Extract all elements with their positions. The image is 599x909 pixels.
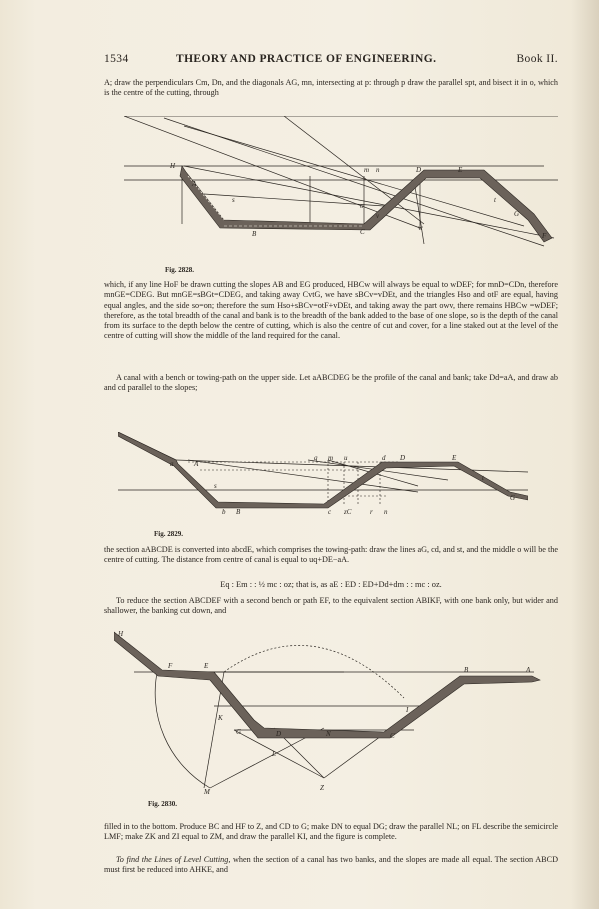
figure-2829-caption: Fig. 2829. [154, 530, 183, 538]
svg-text:L: L [272, 750, 276, 758]
running-title: THEORY AND PRACTICE OF ENGINEERING. [176, 53, 437, 65]
figure-2830-caption: Fig. 2830. [148, 800, 177, 808]
svg-text:A: A [194, 460, 199, 468]
svg-text:b: b [222, 508, 226, 516]
svg-text:K: K [218, 714, 223, 722]
figure-2828 [124, 116, 558, 266]
svg-text:a: a [170, 460, 174, 468]
svg-text:G: G [510, 494, 516, 502]
svg-text:G: G [514, 210, 520, 218]
svg-text:zC: zC [344, 508, 352, 516]
svg-text:H: H [118, 630, 124, 638]
svg-text:H: H [170, 162, 176, 170]
svg-text:o: o [360, 202, 364, 210]
svg-text:m: m [328, 454, 334, 462]
svg-text:B: B [252, 230, 257, 238]
svg-text:E: E [452, 454, 457, 462]
paragraph-3: A canal with a bench or towing-path on the upper side. Let aABCDEG be the profile of the canal and bank; take Dd=aA, and draw ab and cd parallel to the slopes; [104, 373, 558, 393]
book-label: Book II. [516, 53, 558, 65]
svg-text:I: I [406, 706, 409, 714]
paragraph-2: which, if any line HoF be drawn cutting the slopes AB and EG produced, HBCw will always be equal to wDEF; for mnD=CDn, therefore mnGE=CDEG. But mnGE=sBGt=CDEG, and taking away CvtG, we have sBCv=vDEt, and the triangles Hso and otF are equal, having equal angles, and the side so=on; therefore the sum Hso+sBCv=otF+vDEt, and taking away the part owv, there remains HBCw =wDEF; therefore, as the total breadth of the canal and bank is to the breadth of the bank added to the base of one slope, so is the depth of the canal from its surface to the depth below the centre of cutting, which is also the centre of cut and cover, for a line staked out at the level of the centre of cutting will show the middle of the land required for the canal. [104, 280, 558, 341]
paragraph-5: To reduce the section ABCDEF with a second bench or path EF, to the equivalent section ABIKF, with one bank only, but wider and shallower, the banking cut down, and [104, 596, 558, 616]
paragraph-4: the section aABCDE is converted into abcdE, which comprises the towing-path: draw the lines aG, cd, and st, and the middle o will be the centre of cutting. The distance from centre of canal is equal to uq+DE−aA. [104, 545, 558, 565]
svg-text:M: M [204, 788, 210, 796]
svg-text:n: n [384, 508, 388, 516]
svg-text:B: B [464, 666, 469, 674]
equation: Eq : Em : : ½ mc : oz; that is, as aE : ED : ED+Dd+dm : : mc : oz. [220, 580, 442, 589]
paragraph-7-heading: To find the Lines of Level Cutting, [116, 855, 231, 864]
svg-text:A: A [526, 666, 531, 674]
svg-text:B: B [236, 508, 241, 516]
svg-text:E: E [204, 662, 209, 670]
svg-text:Z: Z [320, 784, 324, 792]
svg-text:F: F [168, 662, 173, 670]
svg-text:F: F [542, 232, 547, 240]
svg-text:D: D [276, 730, 282, 738]
svg-text:r: r [370, 508, 373, 516]
svg-text:t: t [482, 474, 484, 482]
svg-text:v: v [376, 212, 380, 220]
svg-text:N: N [326, 730, 331, 738]
svg-text:t: t [494, 196, 496, 204]
paragraph-6: filled in to the bottom. Produce BC and HF to Z, and CD to G; make DN to equal DG; draw the parallel NL; on FL describe the semicircle LMF; make ZK and ZI equal to ZM, and draw the parallel KI, and the figure is complete. [104, 822, 559, 842]
svg-text:A: A [192, 180, 197, 188]
page-number: 1534 [104, 53, 129, 65]
figure-2829 [118, 432, 528, 516]
svg-text:C: C [390, 732, 395, 740]
svg-text:C: C [360, 228, 365, 236]
svg-text:D: D [416, 166, 422, 174]
svg-text:G: G [236, 728, 242, 736]
paragraph-7 [104, 855, 558, 876]
svg-text:w: w [418, 224, 423, 232]
figure-2830 [114, 628, 548, 796]
paragraph-7-text: when the section of a canal has two banks, and the slopes are made all equal. The section ABCD must first be reduced into AHKE, and [104, 855, 558, 875]
paragraph-1: A; draw the perpendiculars Cm, Dn, and the diagonals AG, mn, intersecting at p: through p draw the parallel spt, and bisect it in o, which is the centre of the cutting, through [104, 78, 558, 98]
svg-text:D: D [400, 454, 406, 462]
page-gutter-shadow [571, 0, 599, 909]
running-header [104, 53, 558, 69]
svg-text:q: q [314, 454, 318, 462]
svg-text:d: d [382, 454, 386, 462]
svg-text:s: s [214, 482, 217, 490]
svg-text:E: E [458, 166, 463, 174]
svg-text:u: u [344, 454, 348, 462]
svg-text:c: c [328, 508, 332, 516]
figure-2828-caption: Fig. 2828. [165, 266, 194, 274]
svg-text:m: m [364, 166, 370, 174]
svg-text:n: n [376, 166, 380, 174]
svg-text:s: s [232, 196, 235, 204]
